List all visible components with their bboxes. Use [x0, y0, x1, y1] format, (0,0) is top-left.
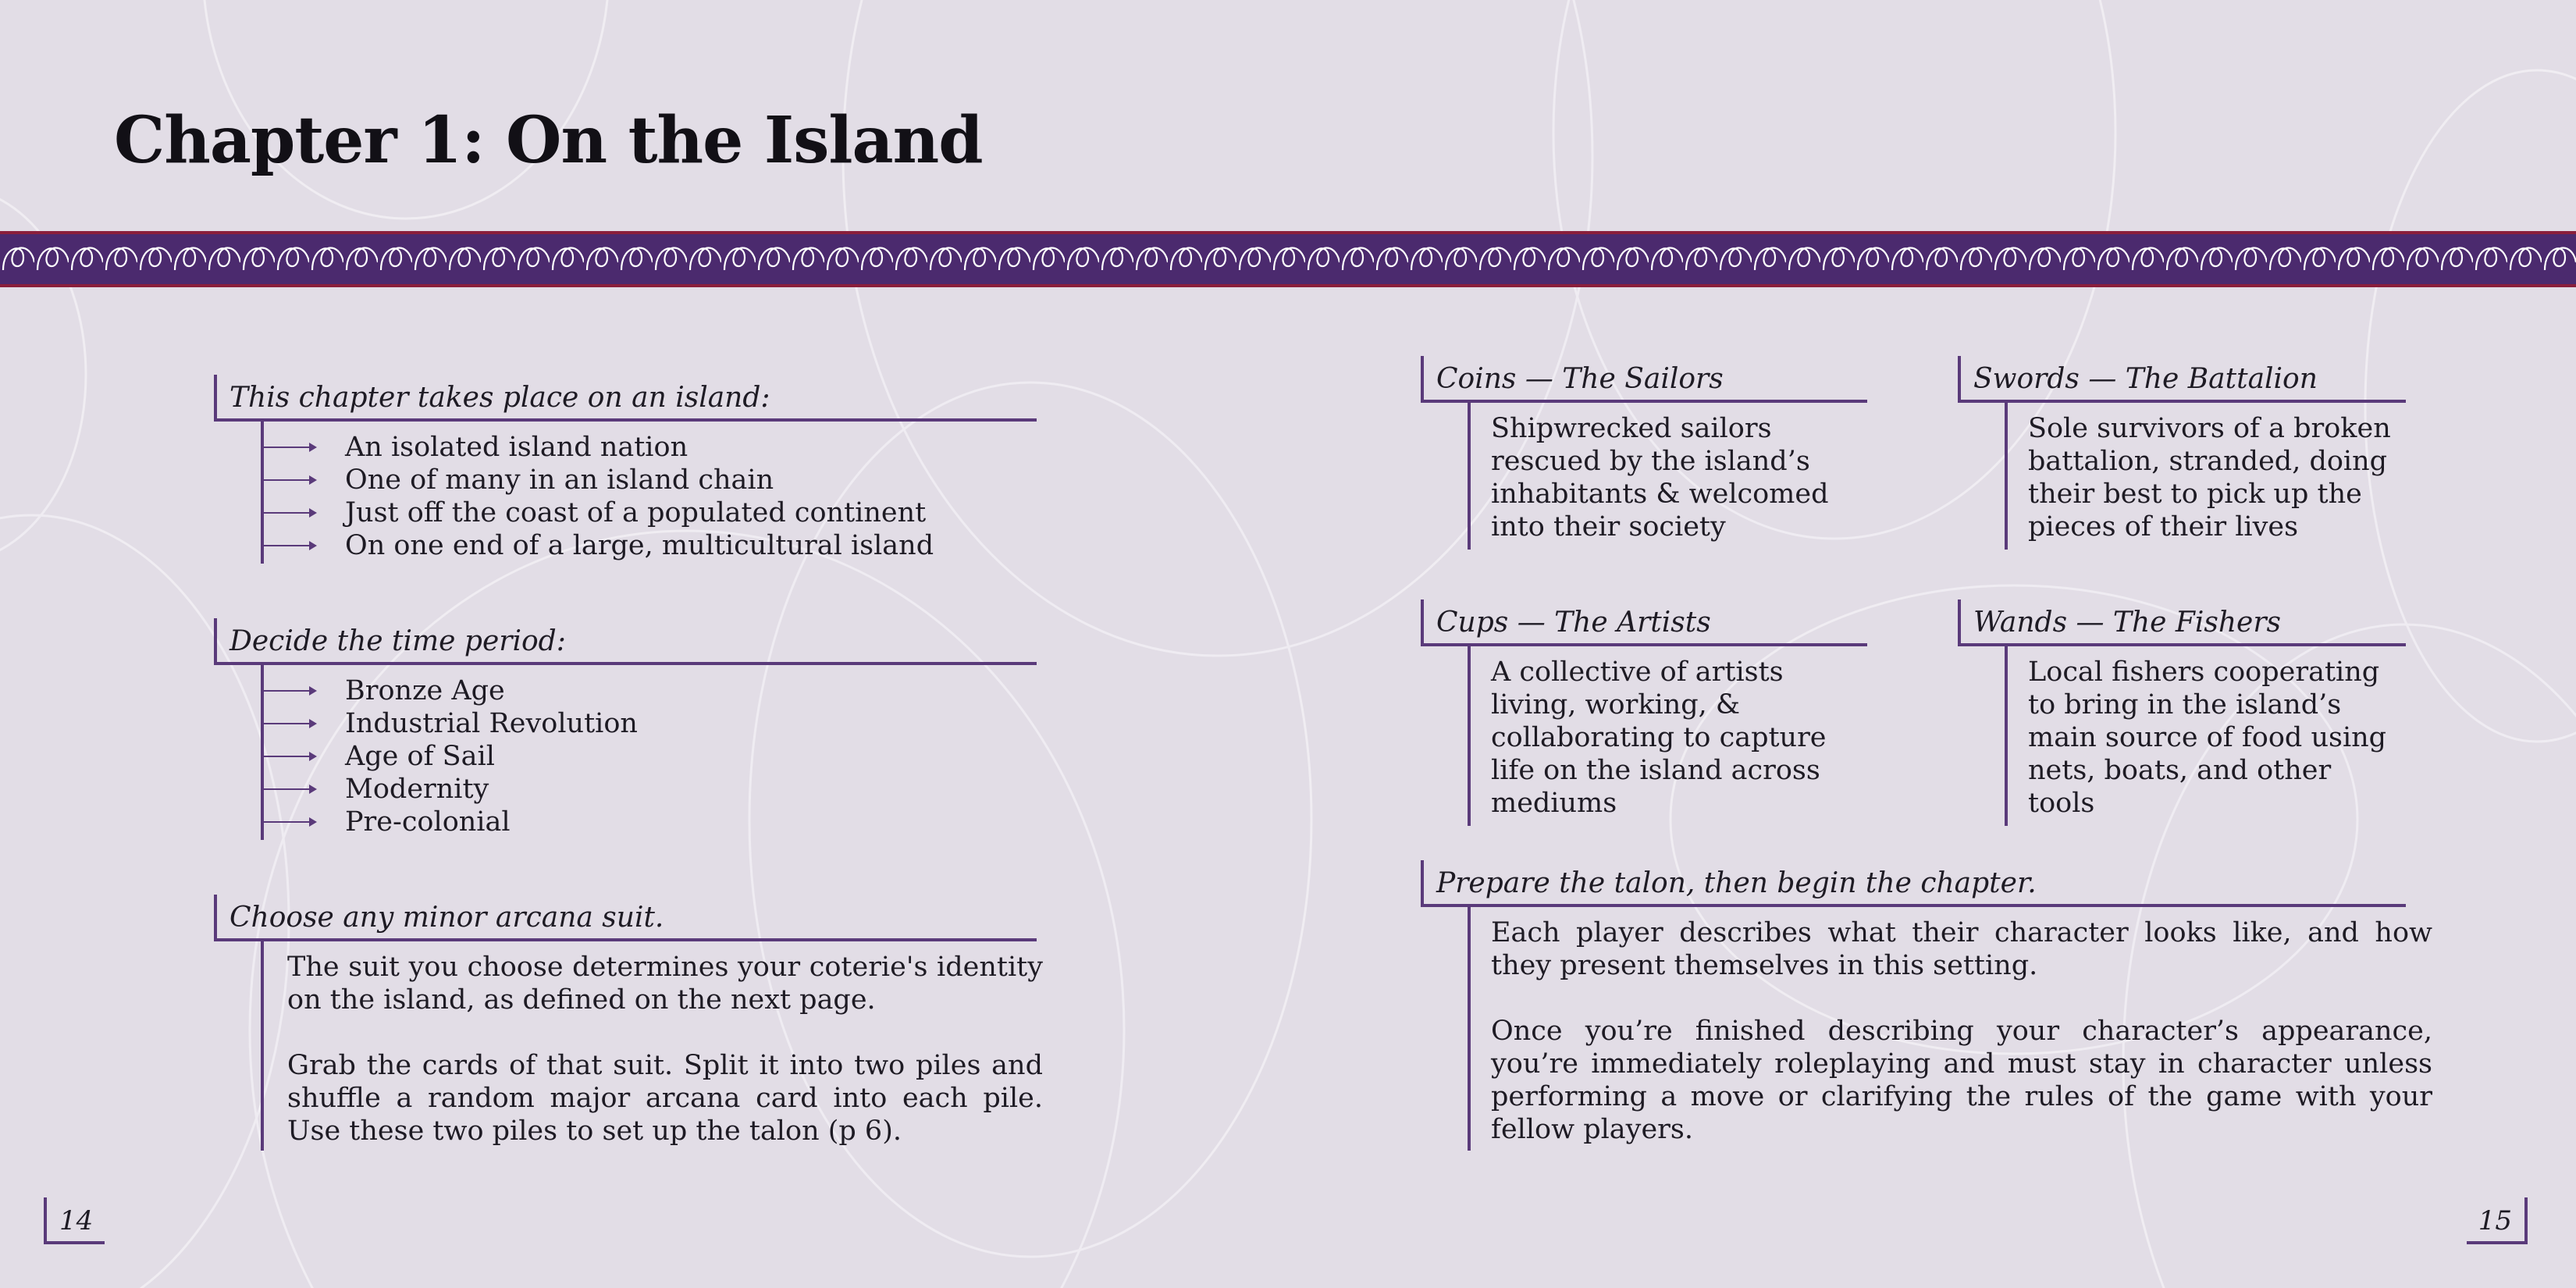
arrow-icon [264, 479, 315, 481]
suit-section [214, 895, 1043, 1151]
arrow-icon [264, 545, 315, 546]
setting-section [214, 375, 1037, 564]
list-item: Bronze Age [264, 674, 1037, 707]
decorative-band [0, 231, 2576, 287]
list-item: An isolated island nation [264, 431, 1037, 464]
prepare-paragraph: Once you’re finished describing your character’s appearance, you’re immediately roleplaying and must stay in character unless performing a move or clarifying the rules of the game with your fellow players. [1491, 1016, 2432, 1145]
period-list [264, 665, 1037, 840]
arrow-icon [264, 723, 315, 724]
cups-heading: Cups — The Artists [1421, 600, 1867, 646]
coins-heading: Coins — The Sailors [1421, 356, 1867, 403]
arrow-icon [264, 788, 315, 790]
cups-card [1421, 600, 1867, 826]
arrow-icon [264, 756, 315, 757]
list-item: Modernity [264, 773, 1037, 806]
wands-text: Local fishers cooperating to bring in the island’s main source of food using nets, boats, and other tools [2028, 656, 2387, 819]
period-section [214, 618, 1037, 840]
list-item: On one end of a large, multicultural island [264, 529, 1037, 562]
list-item: Pre-colonial [264, 806, 1037, 838]
swords-card [1958, 356, 2406, 550]
setting-list [264, 422, 1037, 564]
arrow-icon [264, 512, 315, 514]
arrow-icon [264, 690, 315, 692]
chapter-title: Chapter 1: On the Island [114, 103, 983, 178]
list-item: Age of Sail [264, 740, 1037, 773]
list-item: Industrial Revolution [264, 707, 1037, 740]
coins-card [1421, 356, 1867, 550]
suit-paragraph: Grab the cards of that suit. Split it into two piles and shuffle a random major arcana card into each pile. Use these two piles to set up the talon (p 6). [287, 1050, 1043, 1147]
suit-heading: Choose any minor arcana suit. [214, 895, 1037, 941]
swords-text: Sole survivors of a broken battalion, stranded, doing their best to pick up the pieces of their lives [2028, 413, 2391, 543]
list-item: One of many in an island chain [264, 464, 1037, 496]
prepare-section [1421, 860, 2432, 1151]
period-heading: Decide the time period: [214, 618, 1037, 665]
swords-heading: Swords — The Battalion [1958, 356, 2406, 403]
cups-text: A collective of artists living, working, & collaborating to capture life on the island across mediums [1491, 656, 1827, 819]
page-number-left: 14 [44, 1197, 105, 1244]
prepare-heading: Prepare the talon, then begin the chapter. [1421, 860, 2406, 907]
setting-heading: This chapter takes place on an island: [214, 375, 1037, 422]
list-item: Just off the coast of a populated continent [264, 496, 1037, 529]
wands-heading: Wands — The Fishers [1958, 600, 2406, 646]
coins-text: Shipwrecked sailors rescued by the island’s inhabitants & welcomed into their society [1491, 413, 1829, 543]
prepare-paragraph: Each player describes what their character looks like, and how they present themselves in this setting. [1491, 917, 2432, 981]
arrow-icon [264, 821, 315, 823]
suit-paragraph: The suit you choose determines your coterie's identity on the island, as defined on the next page. [287, 952, 1043, 1016]
page-number-right: 15 [2467, 1197, 2528, 1244]
wands-card [1958, 600, 2406, 826]
arrow-icon [264, 447, 315, 448]
